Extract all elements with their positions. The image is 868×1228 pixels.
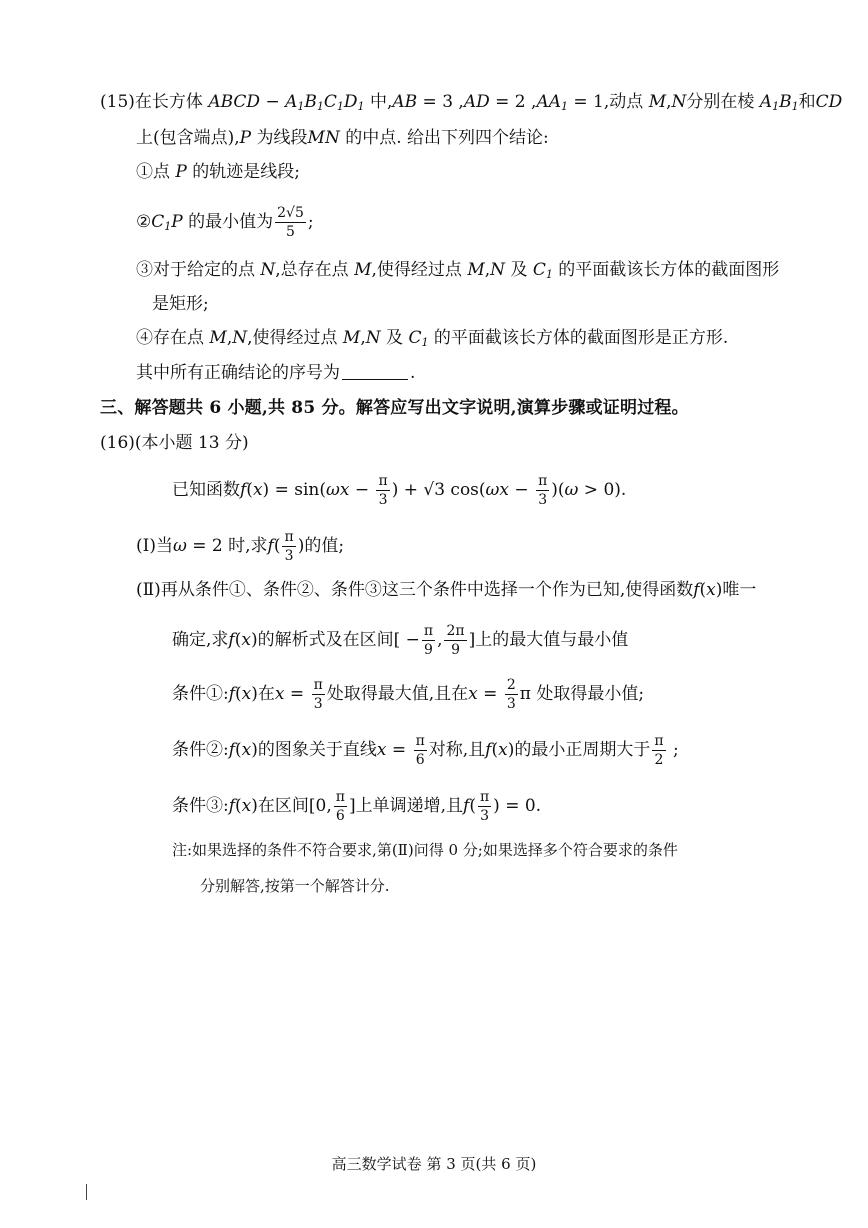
text: 上(包含端点), — [136, 128, 240, 148]
text: 为线段 — [256, 128, 308, 148]
math: M — [209, 328, 227, 348]
text: 及 — [386, 328, 404, 348]
fraction: $\frac{2}{3}$ — [506, 677, 516, 712]
fraction-pi-3: $\frac{\pi}{3}$ — [378, 473, 388, 508]
text: 在 — [257, 684, 275, 704]
math: $C_1$ — [408, 328, 429, 349]
fraction-pi-3: $\frac{\pi}{3}$ — [313, 677, 323, 712]
math: CD — [815, 92, 843, 112]
text: 条件②: — [172, 740, 229, 760]
q15-conclusion-3-line-2: 是矩形; — [152, 294, 209, 314]
text: 和 — [798, 92, 816, 112]
q15-ask — [136, 361, 415, 385]
text: 及 — [510, 260, 528, 280]
math: M — [648, 92, 667, 112]
fraction: $\frac{2√5}{5}$ — [277, 205, 304, 240]
math: f — [228, 740, 236, 760]
math: x — [468, 684, 478, 704]
text: 条件①: — [172, 684, 229, 704]
math: $C_1$ — [532, 260, 553, 281]
text: 已知函数 — [172, 480, 240, 500]
text: . — [410, 363, 416, 383]
math: AB — [392, 92, 418, 112]
text: 的图象关于直线 — [257, 740, 377, 760]
math: f — [240, 480, 247, 500]
math: MN — [307, 128, 340, 148]
text: ①点 — [136, 162, 170, 182]
math: f — [228, 630, 235, 650]
text: 在长方体 — [134, 92, 203, 112]
edge-mark — [86, 1184, 87, 1200]
q15-line-2 — [136, 126, 549, 150]
text: ,动点 — [603, 92, 644, 112]
math: ABCD — [208, 92, 261, 112]
page-footer: 高三数学试卷 第 3 页(共 6 页) — [331, 1155, 537, 1173]
text: 处取得最大值,且在 — [326, 684, 469, 704]
q16-part-2-line-1: (Ⅱ)再从条件①、条件②、条件③这三个条件中选择一个作为已知,使得函数f(x)唯一 — [136, 580, 757, 600]
math: f — [228, 684, 236, 704]
q16-condition-2: 条件②:f(x)的图象关于直线x = $\frac{\pi}{6}$ 对称,且f(x)的最小正周期大于 $\frac{\pi}{2}$ ; — [172, 733, 679, 768]
text: 唯一 — [722, 580, 757, 600]
text: 上的最大值与最小值 — [475, 630, 629, 650]
text: 对称,且 — [428, 740, 486, 760]
fraction-pi-3: $\frac{\pi}{3}$ — [479, 789, 490, 824]
q16-part-1: (Ⅰ)当ω = 2 时,求f( $\frac{\pi}{3}$ )的值; — [136, 529, 345, 564]
fraction: $\frac{\pi}{6}$ — [415, 733, 425, 768]
q16-heading: (16)(本小题 13 分) — [100, 433, 249, 453]
math: P — [239, 128, 252, 148]
answer-blank — [342, 363, 408, 380]
text: 其中所有正确结论的序号为 — [136, 363, 340, 383]
q16-note-line-2: 分别解答,按第一个解答计分. — [200, 877, 390, 895]
q15-number: (15) — [100, 92, 135, 112]
text: 条件③: — [172, 796, 229, 816]
text: ③对于给定的点 — [136, 260, 255, 280]
text: 的解析式及在区间 — [257, 630, 394, 650]
q15-conclusion-2 — [136, 206, 314, 239]
text: 的最小正周期大于 — [514, 740, 651, 760]
fraction: $\frac{\pi}{6}$ — [335, 789, 345, 824]
text: 在区间 — [257, 796, 309, 816]
math: M — [467, 260, 485, 280]
math: $A_1B_1$ — [759, 92, 799, 113]
math: x — [274, 684, 285, 704]
q16-condition-3: 条件③:f(x)在区间[0, $\frac{\pi}{6}$ ]上单调递增,且f( $\frac{\pi}{3}$ ) = 0. — [172, 789, 542, 824]
text: 时,求 — [228, 536, 268, 556]
q16-part-2-line-2: 确定,求f(x)的解析式及在区间[ − $\frac{\pi}{9}$ , $\frac{2\pi}{9}$ ]上的最大值与最小值 — [172, 623, 629, 658]
math: f — [693, 580, 700, 600]
text: ,使得经过点 — [371, 260, 462, 280]
text: 处取得最小值; — [536, 684, 645, 704]
text: ,使得经过点 — [247, 328, 338, 348]
q16-function: 已知函数f(x) = sin(ωx − $\frac{\pi}{3}$ ) + √3 cos(ωx − $\frac{\pi}{3}$ )(ω > 0). — [172, 473, 627, 508]
math: f — [267, 536, 274, 556]
q15-conclusion-1 — [136, 160, 300, 184]
text: (Ⅱ)再从条件①、条件②、条件③这三个条件中选择一个作为已知,使得函数 — [136, 580, 694, 600]
text: 确定,求 — [172, 630, 229, 650]
q15-conclusion-3-line-1: ③对于给定的点 N,总存在点 M,使得经过点 M,N 及 $C_1$ 的平面截该长方体的截面图形 — [136, 260, 780, 281]
q15-conclusion-4: ④存在点 M,N,使得经过点 M,N 及 $C_1$ 的平面截该长方体的截面图形是正方形. — [136, 328, 729, 349]
text: 的值; — [304, 536, 345, 556]
text: ② — [136, 212, 152, 232]
math: M — [342, 328, 361, 348]
text: 的平面截该长方体的截面图形是正方形. — [433, 328, 729, 348]
q16-note-line-1: 注:如果选择的条件不符合要求,第(Ⅱ)问得 0 分;如果选择多个符合要求的条件 — [172, 841, 678, 859]
text: 上单调递增,且 — [355, 796, 464, 816]
text: 的平面截该长方体的截面图形 — [558, 260, 780, 280]
math: f — [463, 796, 470, 816]
text: = 0. — [505, 796, 542, 816]
text: 的轨迹是线段; — [192, 162, 300, 182]
math: P — [175, 162, 187, 182]
q16-condition-1: 条件①:f(x)在x = $\frac{\pi}{3}$ 处取得最大值,且在x = $\frac{2}{3}$ π 处取得最小值; — [172, 677, 645, 712]
math: N — [260, 260, 276, 280]
fraction-pi-3: $\frac{\pi}{3}$ — [284, 529, 294, 564]
fraction: $\frac{\pi}{2}$ — [654, 733, 664, 768]
text: 的中点. 给出下列四个结论: — [345, 128, 549, 148]
section-3-heading: 三、解答题共 6 小题,共 85 分。解答应写出文字说明,演算步骤或证明过程。 — [100, 398, 689, 418]
text: 中, — [369, 92, 393, 112]
math: $C_1P$ — [151, 212, 183, 233]
fraction: $\frac{2\pi}{9}$ — [446, 623, 465, 658]
text: 的最小值为 — [188, 212, 274, 232]
text: ; — [307, 212, 314, 232]
text: ④存在点 — [136, 328, 204, 348]
math: ω — [172, 536, 187, 556]
fraction: $\frac{\pi}{9}$ — [423, 623, 434, 658]
text: ,总存在点 — [275, 260, 349, 280]
text: (Ⅰ)当 — [136, 536, 173, 556]
math: M — [354, 260, 372, 280]
math: x — [376, 740, 387, 760]
fraction-pi-3: $\frac{\pi}{3}$ — [538, 473, 548, 508]
text: ; — [672, 740, 679, 760]
text: 分别在棱 — [686, 92, 755, 112]
math: f — [228, 796, 236, 816]
q15-line-1: (15)在长方体 ABCD − $A_1B_1C_1D_1$ 中,AB = 3 ,AD = 2 $,AA_1 = 1$,动点 M,N分别在棱 $A_1B_1$和CD — [100, 92, 843, 113]
math: f — [485, 740, 492, 760]
